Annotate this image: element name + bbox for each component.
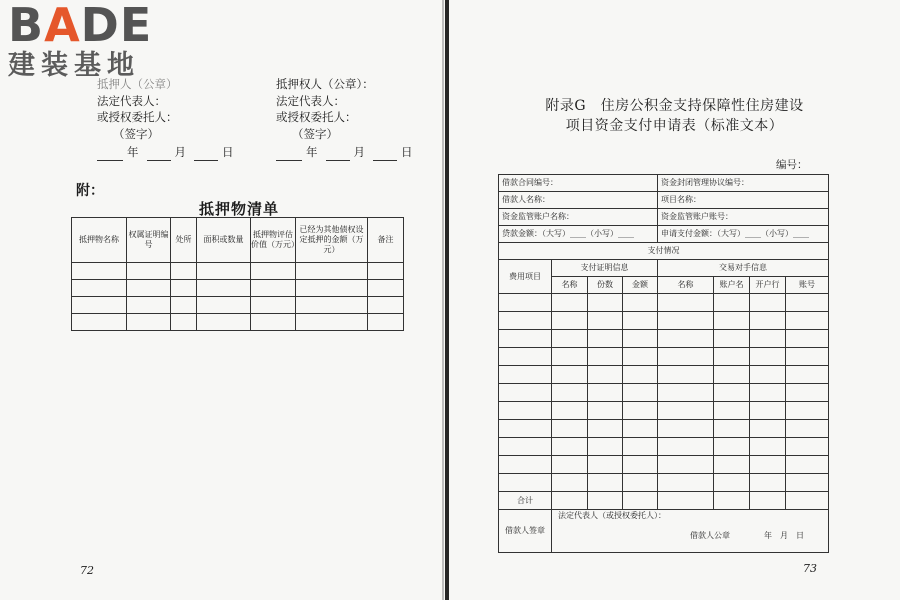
loan-contract-no: 借款合同编号： <box>499 175 658 192</box>
table-cell <box>750 402 786 420</box>
mortgagor-sign: （签字） <box>113 126 159 141</box>
table-cell <box>197 314 251 331</box>
header-cell: 面积或数量 <box>197 218 251 263</box>
table-cell <box>658 420 714 438</box>
table-cell <box>251 297 296 314</box>
table-cell <box>623 474 658 492</box>
table-cell <box>552 474 588 492</box>
table-cell <box>714 294 750 312</box>
table-row <box>499 312 829 330</box>
table-cell <box>499 384 552 402</box>
supervision-account-no: 资金监管账户账号： <box>658 209 829 226</box>
table-cell <box>588 438 623 456</box>
table-cell <box>623 366 658 384</box>
table-cell <box>127 297 171 314</box>
table-cell <box>750 366 786 384</box>
table-row <box>499 348 829 366</box>
table-cell <box>658 384 714 402</box>
table-cell <box>171 280 197 297</box>
table-cell <box>552 456 588 474</box>
borrower-signature-area <box>552 510 829 553</box>
table-cell <box>552 366 588 384</box>
table-row <box>72 280 404 297</box>
table-cell <box>786 474 829 492</box>
attachment-label: 附： <box>76 183 104 199</box>
table-cell <box>588 456 623 474</box>
table-cell <box>552 312 588 330</box>
mortgagee-date: 年 月 日 <box>276 144 413 161</box>
table-cell <box>588 348 623 366</box>
table-cell <box>499 312 552 330</box>
pledge-table-body <box>72 263 404 331</box>
page-number: 73 <box>803 562 817 575</box>
table-cell <box>296 263 368 280</box>
table-header-row <box>72 218 404 263</box>
table-cell <box>786 348 829 366</box>
table-cell <box>72 280 127 297</box>
table-cell <box>251 314 296 331</box>
table-cell <box>127 314 171 331</box>
sub-header-cell: 账户名 <box>714 277 750 294</box>
logo-brand: BADE <box>8 0 153 52</box>
table-cell <box>197 297 251 314</box>
table-cell <box>296 314 368 331</box>
table-cell <box>714 312 750 330</box>
table-cell <box>197 280 251 297</box>
payment-grid-body <box>499 294 829 492</box>
table-cell <box>750 420 786 438</box>
watermark-logo <box>8 2 173 86</box>
table-cell <box>588 384 623 402</box>
table-row <box>499 366 829 384</box>
table-cell <box>127 263 171 280</box>
table-row <box>499 456 829 474</box>
loan-amount: 贷款金额：（大写）____（小写）____ <box>499 226 658 243</box>
table-cell <box>499 294 552 312</box>
table-cell <box>552 348 588 366</box>
table-cell <box>623 384 658 402</box>
table-cell <box>623 294 658 312</box>
sub-header-cell: 金额 <box>623 277 658 294</box>
table-cell <box>658 294 714 312</box>
mortgagor-label: 抵押人（公章） <box>97 77 178 91</box>
mortgagor-signature-block <box>97 76 234 161</box>
page-edge <box>442 0 444 600</box>
table-cell <box>714 402 750 420</box>
table-cell <box>658 330 714 348</box>
table-cell <box>296 280 368 297</box>
serial-number-label: 编号： <box>776 159 808 171</box>
table-cell <box>552 330 588 348</box>
table-cell <box>251 280 296 297</box>
voucher-info-header: 支付证明信息 <box>552 260 658 277</box>
table-cell <box>714 384 750 402</box>
table-row <box>499 474 829 492</box>
borrower-signature-label: 借款人签章 <box>499 510 552 553</box>
mortgagee-authorized: 或授权委托人： <box>276 110 357 124</box>
logo-chinese: 建装基地 <box>8 50 140 81</box>
table-cell <box>714 420 750 438</box>
table-cell <box>786 366 829 384</box>
project-name: 项目名称： <box>658 192 829 209</box>
table-cell <box>171 314 197 331</box>
table-cell <box>588 312 623 330</box>
table-cell <box>499 420 552 438</box>
table-cell <box>623 438 658 456</box>
table-cell <box>499 438 552 456</box>
mortgagor-legal-rep: 法定代表人： <box>97 93 166 108</box>
table-cell <box>786 312 829 330</box>
table-cell <box>251 263 296 280</box>
sub-header-cell: 份数 <box>588 277 623 294</box>
table-cell <box>714 438 750 456</box>
table-cell <box>588 366 623 384</box>
table-cell <box>714 330 750 348</box>
sub-header-cell: 名称 <box>658 277 714 294</box>
borrower-name: 借款人名称： <box>499 192 658 209</box>
table-cell <box>623 348 658 366</box>
mortgagor-date: 年 月 日 <box>97 144 234 161</box>
mortgagor-authorized: 或授权委托人： <box>97 110 178 124</box>
sub-header-cell: 账号 <box>786 277 829 294</box>
table-cell <box>623 420 658 438</box>
table-cell <box>368 297 404 314</box>
table-cell <box>623 456 658 474</box>
table-cell <box>623 330 658 348</box>
header-cell: 抵押物评估价值（万元） <box>251 218 296 263</box>
borrower-seal-line: 借款人公章 年 月 日 <box>690 531 804 540</box>
table-cell <box>750 474 786 492</box>
table-cell <box>588 420 623 438</box>
table-row <box>499 402 829 420</box>
page-number: 72 <box>80 564 94 577</box>
pledge-list-title: 抵押物清单 <box>199 200 280 218</box>
table-cell <box>171 297 197 314</box>
table-cell <box>588 402 623 420</box>
table-cell <box>786 420 829 438</box>
table-row <box>499 438 829 456</box>
table-row <box>499 420 829 438</box>
mortgagee-legal-rep: 法定代表人： <box>276 93 345 108</box>
table-cell <box>623 312 658 330</box>
table-cell <box>750 438 786 456</box>
total-label: 合计 <box>499 492 552 510</box>
table-cell <box>368 263 404 280</box>
table-cell <box>714 474 750 492</box>
table-cell <box>588 330 623 348</box>
counterparty-info-header: 交易对手信息 <box>658 260 829 277</box>
sub-header-cell: 开户行 <box>750 277 786 294</box>
table-cell <box>499 366 552 384</box>
table-cell <box>750 294 786 312</box>
payment-application-form <box>498 174 829 553</box>
requested-amount: 申请支付金额：（大写）____（小写）____ <box>658 226 829 243</box>
table-cell <box>658 312 714 330</box>
table-cell <box>714 366 750 384</box>
table-cell <box>552 294 588 312</box>
table-cell <box>368 314 404 331</box>
table-cell <box>499 402 552 420</box>
table-cell <box>750 330 786 348</box>
supervision-account-name: 资金监管账户名称： <box>499 209 658 226</box>
table-cell <box>658 456 714 474</box>
table-cell <box>786 384 829 402</box>
table-cell <box>786 456 829 474</box>
right-page <box>449 0 900 600</box>
table-cell <box>552 384 588 402</box>
table-cell <box>658 474 714 492</box>
table-cell <box>750 456 786 474</box>
table-row <box>72 297 404 314</box>
table-cell <box>750 348 786 366</box>
table-cell <box>552 420 588 438</box>
appendix-subtitle: 项目资金支付申请表（标准文本） <box>565 118 784 134</box>
table-cell <box>552 402 588 420</box>
table-cell <box>658 348 714 366</box>
table-cell <box>786 330 829 348</box>
table-cell <box>786 402 829 420</box>
table-row <box>72 314 404 331</box>
header-cell: 处所 <box>171 218 197 263</box>
header-cell: 抵押物名称 <box>72 218 127 263</box>
table-cell <box>658 438 714 456</box>
header-cell: 权属证明编号 <box>127 218 171 263</box>
left-page <box>0 0 445 600</box>
table-cell <box>171 263 197 280</box>
table-row <box>72 263 404 280</box>
table-cell <box>714 456 750 474</box>
payment-section-header: 支付情况 <box>499 243 829 260</box>
table-cell <box>72 263 127 280</box>
table-cell <box>127 280 171 297</box>
mortgagee-sign: （签字） <box>292 126 338 141</box>
table-cell <box>786 438 829 456</box>
header-cell: 备注 <box>368 218 404 263</box>
table-cell <box>750 384 786 402</box>
table-cell <box>368 280 404 297</box>
sub-header-cell: 名称 <box>552 277 588 294</box>
table-cell <box>72 297 127 314</box>
table-row <box>499 294 829 312</box>
table-cell <box>499 330 552 348</box>
table-cell <box>588 474 623 492</box>
table-cell <box>499 474 552 492</box>
table-cell <box>499 348 552 366</box>
table-cell <box>623 402 658 420</box>
expense-item-header: 费用项目 <box>499 260 552 294</box>
appendix-title: 附录G 住房公积金支持保障性住房建设 <box>545 98 804 114</box>
header-cell: 已经为其他债权设定抵押的金额（万元） <box>296 218 368 263</box>
mortgagee-label: 抵押权人（公章）： <box>276 77 374 91</box>
closed-mgmt-agreement-no: 资金封闭管理协议编号： <box>658 175 829 192</box>
table-cell <box>499 456 552 474</box>
table-cell <box>296 297 368 314</box>
mortgagee-signature-block <box>276 76 413 161</box>
table-cell <box>588 294 623 312</box>
table-cell <box>658 366 714 384</box>
table-cell <box>786 294 829 312</box>
pledge-list-table <box>71 217 404 331</box>
table-cell <box>714 348 750 366</box>
table-row <box>499 330 829 348</box>
legal-rep-line: 法定代表人（或授权委托人）： <box>558 511 666 520</box>
table-cell <box>750 312 786 330</box>
table-cell <box>658 402 714 420</box>
table-cell <box>197 263 251 280</box>
table-row <box>499 384 829 402</box>
table-cell <box>552 438 588 456</box>
table-cell <box>72 314 127 331</box>
